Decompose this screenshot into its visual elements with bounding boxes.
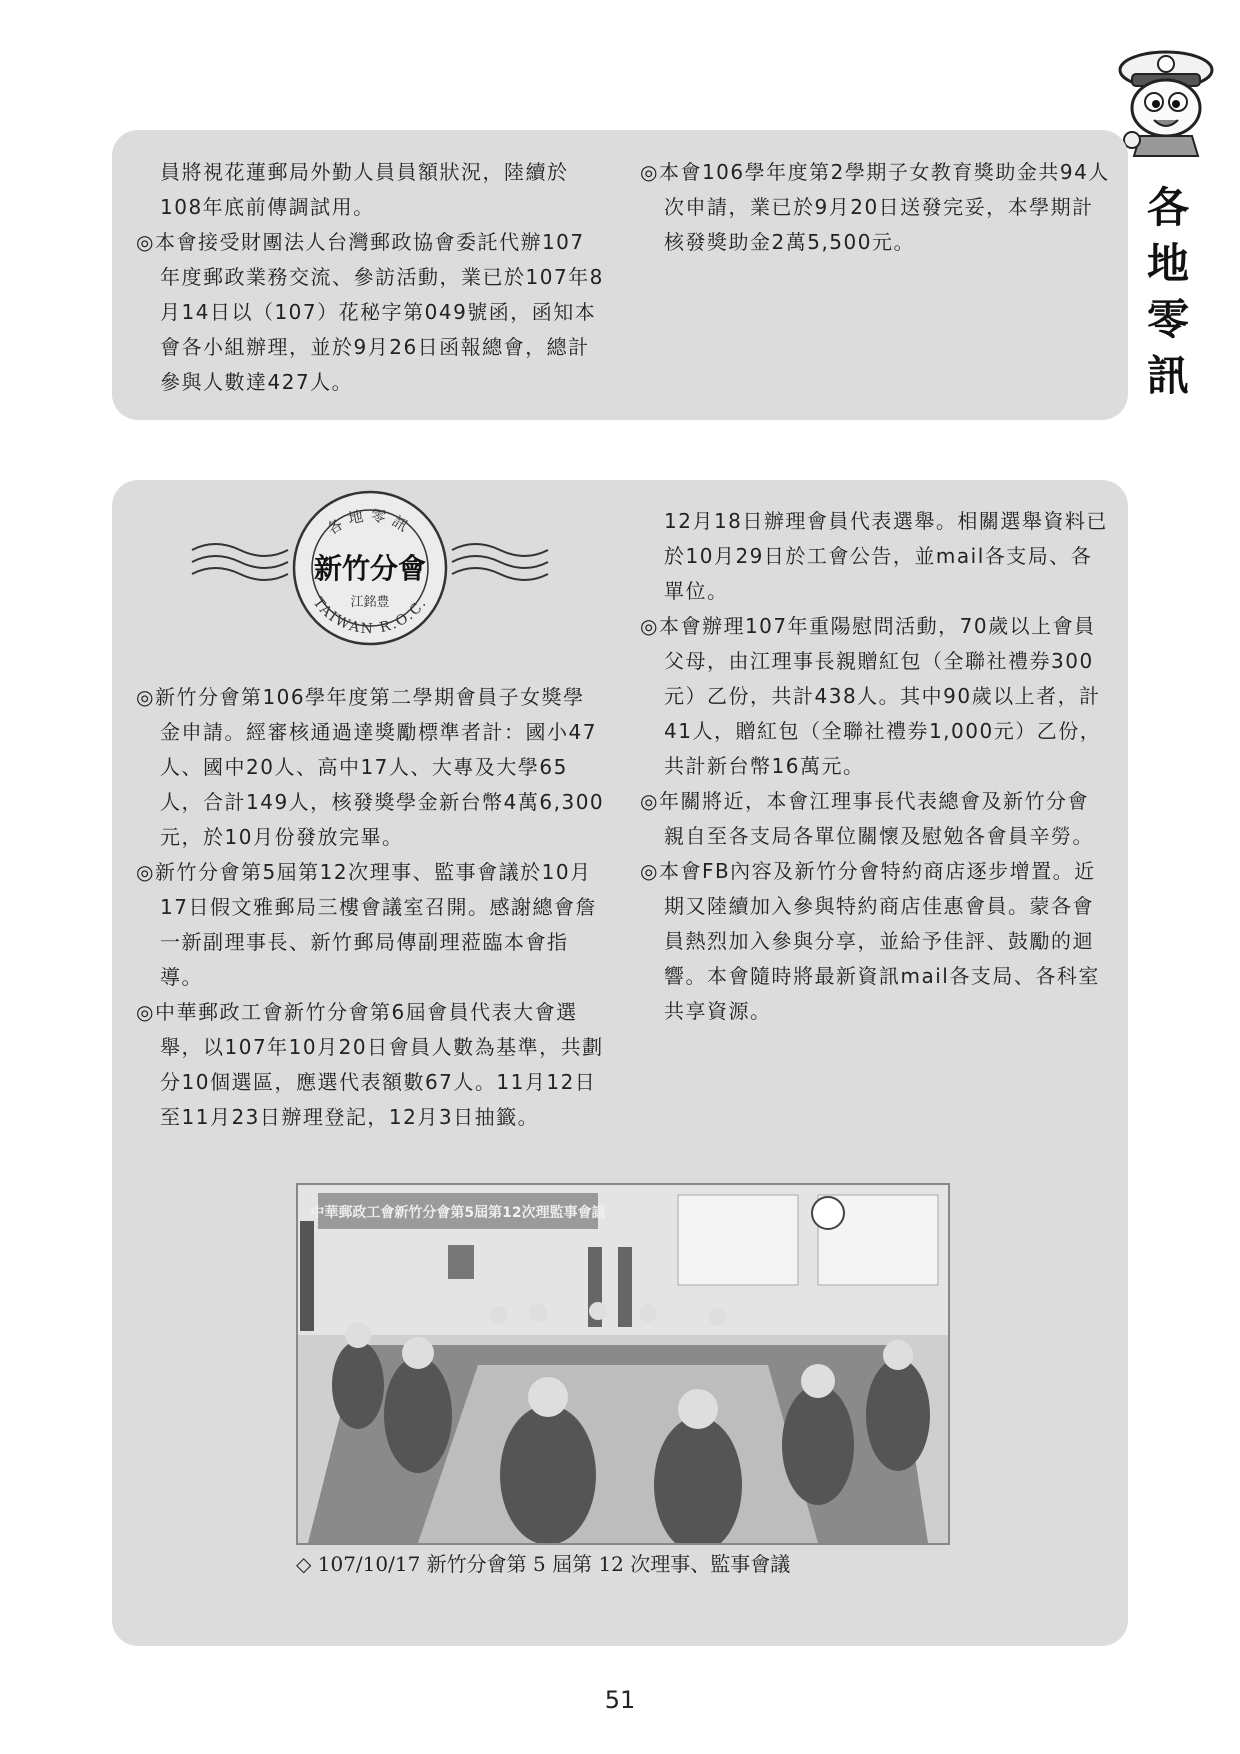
photo-caption: ◇ 107/10/17 新竹分會第 5 屆第 12 次理事、監事會議: [296, 1552, 791, 1576]
main-right-column: [640, 504, 1110, 1029]
mascot-postman-icon: [1110, 44, 1222, 160]
meeting-photo-illustration: [298, 1185, 948, 1543]
section-title-vertical: [1128, 180, 1208, 404]
section-title-char: 訊: [1146, 351, 1189, 400]
paragraph: ◎本會辦理107年重陽慰問活動，70歲以上會員父母，由江理事長親贈紅包（全聯社禮券300元）乙份，共計438人。其中90歲以上者，計41人，贈紅包（全聯社禮券1,000元）乙份，共計新台幣16萬元。: [640, 614, 1102, 778]
meeting-photo: [296, 1183, 950, 1545]
section-title-char: 地: [1146, 239, 1189, 288]
top-right-column: [640, 155, 1110, 260]
stamp-arc-top: 各地零訊: [323, 506, 417, 539]
paragraph: ◎本會接受財團法人台灣郵政協會委託代辦107年度郵政業務交流、參訪活動，業已於107年8月14日以（107）花秘字第049號函，函知本會各小組辦理，並於9月26日函報總會，總計參與人數達427人。: [136, 230, 604, 394]
stamp-author: 江銘豊: [350, 595, 390, 610]
stamp-title: 新竹分會: [313, 552, 427, 585]
main-left-column: [136, 680, 606, 1135]
stamp-arc-bottom: TAIWAN R.O.C.: [309, 594, 431, 638]
photo-banner-text: 中華郵政工會新竹分會第5屆第12次理監事會議: [310, 1205, 606, 1221]
paragraph: ◎本會106學年度第2學期子女教育獎助金共94人次申請，業已於9月20日送發完妥，本學期計核發獎助金2萬5,500元。: [640, 160, 1110, 254]
paragraph: ◎新竹分會第106學年度第二學期會員子女獎學金申請。經審核通過達獎勵標準者計：國小47人、國中20人、高中17人、大專及大學65人，合計149人，核發獎學金新台幣4萬6,300元，於10月份發放完畢。: [136, 685, 605, 849]
postmark-stamp: [190, 490, 550, 650]
paragraph: ◎本會FB內容及新竹分會特約商店逐步增置。近期又陸續加入參與特約商店佳惠會員。蒙各會員熱烈加入參與分享，並給予佳評、鼓勵的迴響。本會隨時將最新資訊mail各支局、各科室共享資源。: [640, 859, 1100, 1023]
section-title-char: 零: [1146, 295, 1189, 344]
paragraph: ◎新竹分會第5屆第12次理事、監事會議於10月17日假文雅郵局三樓會議室召開。感謝總會詹一新副理事長、新竹郵局傳副理蒞臨本會指導。: [136, 860, 597, 989]
paragraph: ◎年關將近，本會江理事長代表總會及新竹分會親自至各支局各單位關懷及慰勉各會員辛勞。: [640, 789, 1094, 848]
paragraph: ◎中華郵政工會新竹分會第6屆會員代表大會選舉，以107年10月20日會員人數為基準，共劃分10個選區，應選代表額數67人。11月12日至11月23日辦理登記，12月3日抽籤。: [136, 1000, 604, 1129]
paragraph: 員將視花蓮郵局外勤人員員額狀況，陸續於108年底前傳調試用。: [160, 160, 569, 219]
section-title-char: 各: [1146, 183, 1189, 232]
paragraph: 12月18日辦理會員代表選舉。相關選舉資料已於10月29日於工會公告，並mail各支局、各單位。: [664, 509, 1108, 603]
top-left-column: [136, 155, 606, 400]
page-number: 51: [604, 1686, 636, 1714]
